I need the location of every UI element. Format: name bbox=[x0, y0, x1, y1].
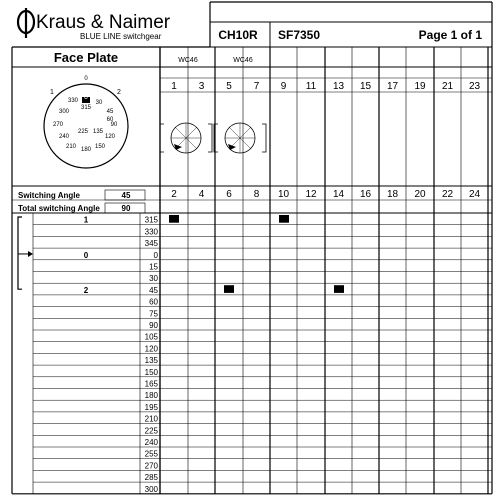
dial-number: 0 bbox=[84, 76, 88, 82]
position-angle: 165 bbox=[144, 379, 158, 389]
terminal-number-top: 3 bbox=[198, 81, 205, 92]
terminal-number-bottom: 10 bbox=[277, 189, 290, 200]
switching-angle-label: Switching Angle bbox=[18, 191, 80, 200]
position-arrow-icon bbox=[28, 251, 33, 257]
contact-bracket bbox=[208, 124, 212, 152]
position-angle: 60 bbox=[149, 297, 158, 307]
dial-number: 45 bbox=[106, 109, 114, 115]
terminal-number-bottom: 14 bbox=[332, 189, 345, 200]
terminal-number-bottom: 22 bbox=[441, 189, 454, 200]
terminal-number-bottom: 18 bbox=[386, 189, 399, 200]
closed-contact-mark bbox=[279, 215, 289, 223]
contact-spoke bbox=[229, 127, 240, 138]
position-range-bracket bbox=[18, 217, 22, 289]
position-label: 0 bbox=[83, 250, 89, 260]
dial-number: 135 bbox=[92, 129, 104, 135]
dial-number: 315 bbox=[80, 105, 92, 111]
terminal-number-bottom: 4 bbox=[198, 189, 205, 200]
position-angle: 285 bbox=[144, 473, 158, 483]
terminal-number-bottom: 12 bbox=[305, 189, 317, 200]
terminal-number-bottom: 8 bbox=[253, 189, 260, 200]
position-angle: 255 bbox=[144, 449, 158, 459]
switch-type: CH10R bbox=[218, 28, 258, 42]
position-angle: 120 bbox=[144, 344, 158, 354]
dial-number: 225 bbox=[77, 129, 89, 135]
terminal-number-top: 15 bbox=[359, 81, 372, 92]
terminal-number-top: 17 bbox=[386, 81, 399, 92]
terminal-number-bottom: 6 bbox=[226, 189, 232, 200]
contact-spoke bbox=[186, 127, 197, 138]
terminal-number-top: 9 bbox=[280, 81, 287, 92]
switching-angle-value: 45 bbox=[121, 191, 131, 200]
terminal-number-bottom: 20 bbox=[414, 189, 426, 200]
contact-bracket bbox=[262, 124, 266, 152]
closed-contact-mark bbox=[224, 285, 234, 293]
brand-tagline: BLUE LINE switchgear bbox=[80, 32, 162, 41]
total-angle-value: 90 bbox=[121, 204, 131, 213]
total-switching-angle-label: Total switching Angle bbox=[18, 204, 100, 213]
dial-position-label: 0 bbox=[84, 94, 88, 101]
terminal-number-top: 23 bbox=[468, 81, 481, 92]
dial-number: 300 bbox=[58, 109, 70, 115]
contact-spoke bbox=[240, 127, 251, 138]
position-angle: 30 bbox=[149, 274, 158, 284]
position-angle: 210 bbox=[144, 414, 158, 424]
position-angle: 270 bbox=[144, 461, 158, 471]
dial-number: 330 bbox=[67, 98, 79, 104]
terminal-number-top: 1 bbox=[171, 81, 177, 92]
dial-number: 150 bbox=[94, 144, 106, 150]
dial-number: 60 bbox=[106, 117, 114, 123]
face-plate-title: Face Plate bbox=[53, 50, 119, 65]
terminal-number-top: 11 bbox=[305, 81, 317, 92]
dial-position-label: 2 bbox=[117, 89, 121, 96]
program-number: SF7350 bbox=[278, 28, 321, 42]
terminal-number-bottom: 16 bbox=[359, 189, 372, 200]
position-angle: 15 bbox=[149, 262, 158, 272]
terminal-number-top: 5 bbox=[226, 81, 232, 92]
contact-spoke bbox=[186, 138, 197, 149]
position-angle: 345 bbox=[144, 239, 158, 249]
dial-number: 90 bbox=[110, 122, 118, 128]
contact-arrow-icon bbox=[228, 144, 236, 150]
terminal-number-bottom: 24 bbox=[468, 189, 481, 200]
dial-number: 210 bbox=[65, 144, 77, 150]
position-label: 1 bbox=[83, 215, 89, 225]
dial-number: 180 bbox=[80, 147, 92, 153]
position-angle: 315 bbox=[144, 215, 158, 225]
page-label: Page 1 of 1 bbox=[418, 28, 482, 42]
position-angle: 135 bbox=[144, 356, 158, 366]
dial-number: 270 bbox=[52, 122, 64, 128]
contact-bracket bbox=[160, 124, 164, 152]
brand-name: Kraus & Naimer bbox=[36, 12, 171, 33]
contact-spoke bbox=[240, 138, 251, 149]
position-angle: 150 bbox=[144, 367, 158, 377]
contact-arrow-icon bbox=[174, 144, 182, 150]
position-angle: 90 bbox=[149, 321, 158, 330]
dial-number: 240 bbox=[58, 134, 70, 140]
terminal-number-top: 19 bbox=[414, 81, 426, 92]
wafer-label: WC46 bbox=[233, 57, 253, 64]
position-angle: 225 bbox=[144, 426, 158, 436]
position-angle: 105 bbox=[144, 332, 158, 342]
dial-number: 30 bbox=[95, 100, 103, 106]
position-angle: 300 bbox=[144, 484, 158, 494]
position-label: 2 bbox=[83, 285, 89, 295]
terminal-number-top: 7 bbox=[253, 81, 260, 92]
terminal-number-top: 13 bbox=[332, 81, 345, 92]
position-angle: 330 bbox=[144, 227, 158, 237]
position-angle: 195 bbox=[144, 402, 158, 412]
dial-number: 120 bbox=[104, 134, 116, 140]
contact-spoke bbox=[175, 127, 186, 138]
position-angle: 240 bbox=[144, 438, 158, 447]
closed-contact-mark bbox=[334, 285, 344, 293]
position-angle: 45 bbox=[149, 285, 158, 295]
terminal-number-top: 21 bbox=[441, 81, 454, 92]
position-angle: 180 bbox=[144, 391, 158, 401]
position-angle: 75 bbox=[149, 309, 158, 319]
dial-position-label: 1 bbox=[50, 89, 54, 96]
wafer-label: WC46 bbox=[178, 57, 198, 64]
terminal-number-bottom: 2 bbox=[171, 189, 177, 200]
position-angle: 0 bbox=[153, 250, 158, 260]
closed-contact-mark bbox=[169, 215, 179, 223]
